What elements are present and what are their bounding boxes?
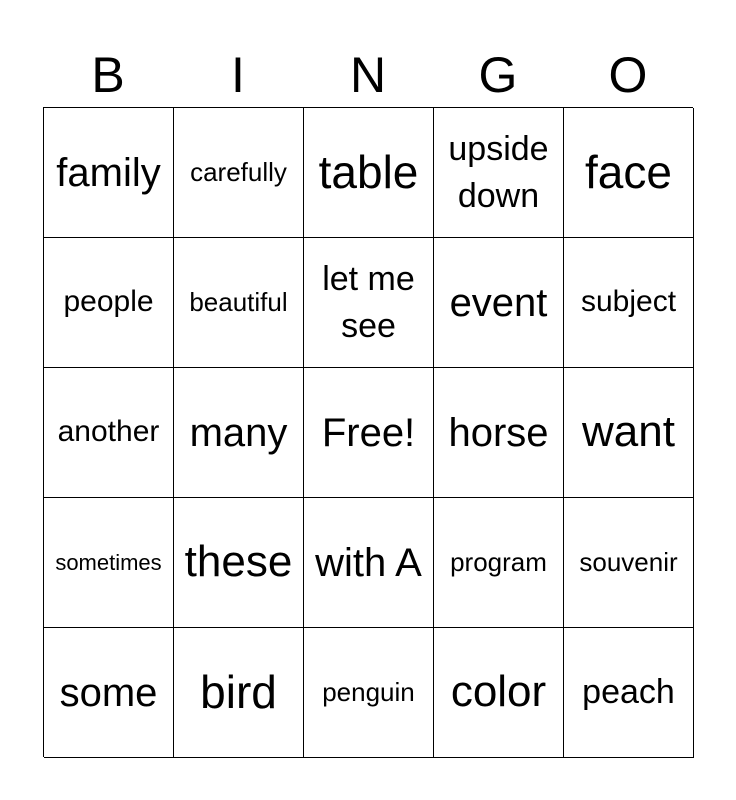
cell-text: peach xyxy=(582,673,675,712)
bingo-board xyxy=(43,107,693,757)
header-letter-n: N xyxy=(349,47,387,103)
cell-text: these xyxy=(184,537,293,587)
bingo-cell-r4-c2[interactable] xyxy=(304,628,434,758)
cell-text: souvenir xyxy=(579,546,678,577)
cell-text: face xyxy=(585,146,672,199)
bingo-cell-r0-c0[interactable] xyxy=(44,108,174,238)
bingo-cell-r4-c1[interactable] xyxy=(174,628,304,758)
cell-text: people xyxy=(63,285,154,319)
bingo-cell-r1-c4[interactable] xyxy=(564,238,694,368)
header-letter-g: G xyxy=(478,47,518,103)
bingo-cell-r3-c0[interactable] xyxy=(44,498,174,628)
bingo-cell-r3-c1[interactable] xyxy=(174,498,304,628)
bingo-header xyxy=(43,42,693,108)
bingo-cell-r3-c3[interactable] xyxy=(434,498,564,628)
bingo-cell-r3-c2[interactable] xyxy=(304,498,434,628)
cell-text: want xyxy=(582,407,675,457)
cell-text: color xyxy=(450,667,547,717)
cell-text: with A xyxy=(315,540,422,585)
bingo-cell-r0-c3[interactable] xyxy=(434,108,564,238)
cell-text: carefully xyxy=(190,156,287,187)
cell-text: bird xyxy=(200,666,277,719)
bingo-cell-r4-c4[interactable] xyxy=(564,628,694,758)
cell-text: horse xyxy=(448,410,549,455)
header-letter-o: O xyxy=(608,47,648,103)
bingo-cell-r0-c2[interactable] xyxy=(304,108,434,238)
cell-text: upside down xyxy=(448,129,549,215)
bingo-cell-r3-c4[interactable] xyxy=(564,498,694,628)
bingo-cell-r0-c4[interactable] xyxy=(564,108,694,238)
cell-text: let me see xyxy=(322,259,415,345)
bingo-cell-r2-c3[interactable] xyxy=(434,368,564,498)
header-letter-i: I xyxy=(231,47,245,103)
cell-text: program xyxy=(450,546,547,577)
bingo-cell-r1-c0[interactable] xyxy=(44,238,174,368)
bingo-cell-r2-c0[interactable] xyxy=(44,368,174,498)
cell-text: penguin xyxy=(322,676,415,707)
bingo-cell-r4-c0[interactable] xyxy=(44,628,174,758)
cell-text: family xyxy=(56,150,161,195)
cell-text: another xyxy=(57,415,160,449)
bingo-cell-r2-c2[interactable] xyxy=(304,368,434,498)
cell-text: subject xyxy=(580,285,677,319)
bingo-cell-r2-c4[interactable] xyxy=(564,368,694,498)
bingo-cell-r4-c3[interactable] xyxy=(434,628,564,758)
cell-text: event xyxy=(449,280,548,325)
bingo-cell-r1-c2[interactable] xyxy=(304,238,434,368)
bingo-cell-r1-c1[interactable] xyxy=(174,238,304,368)
header-letter-b: B xyxy=(91,47,125,103)
cell-text: sometimes xyxy=(55,549,162,575)
cell-text: some xyxy=(59,670,158,715)
bingo-cell-r1-c3[interactable] xyxy=(434,238,564,368)
cell-text: Free! xyxy=(321,410,416,455)
cell-text: beautiful xyxy=(189,286,288,317)
cell-text: many xyxy=(189,410,288,455)
cell-text: table xyxy=(318,146,419,199)
bingo-cell-r2-c1[interactable] xyxy=(174,368,304,498)
bingo-cell-r0-c1[interactable] xyxy=(174,108,304,238)
